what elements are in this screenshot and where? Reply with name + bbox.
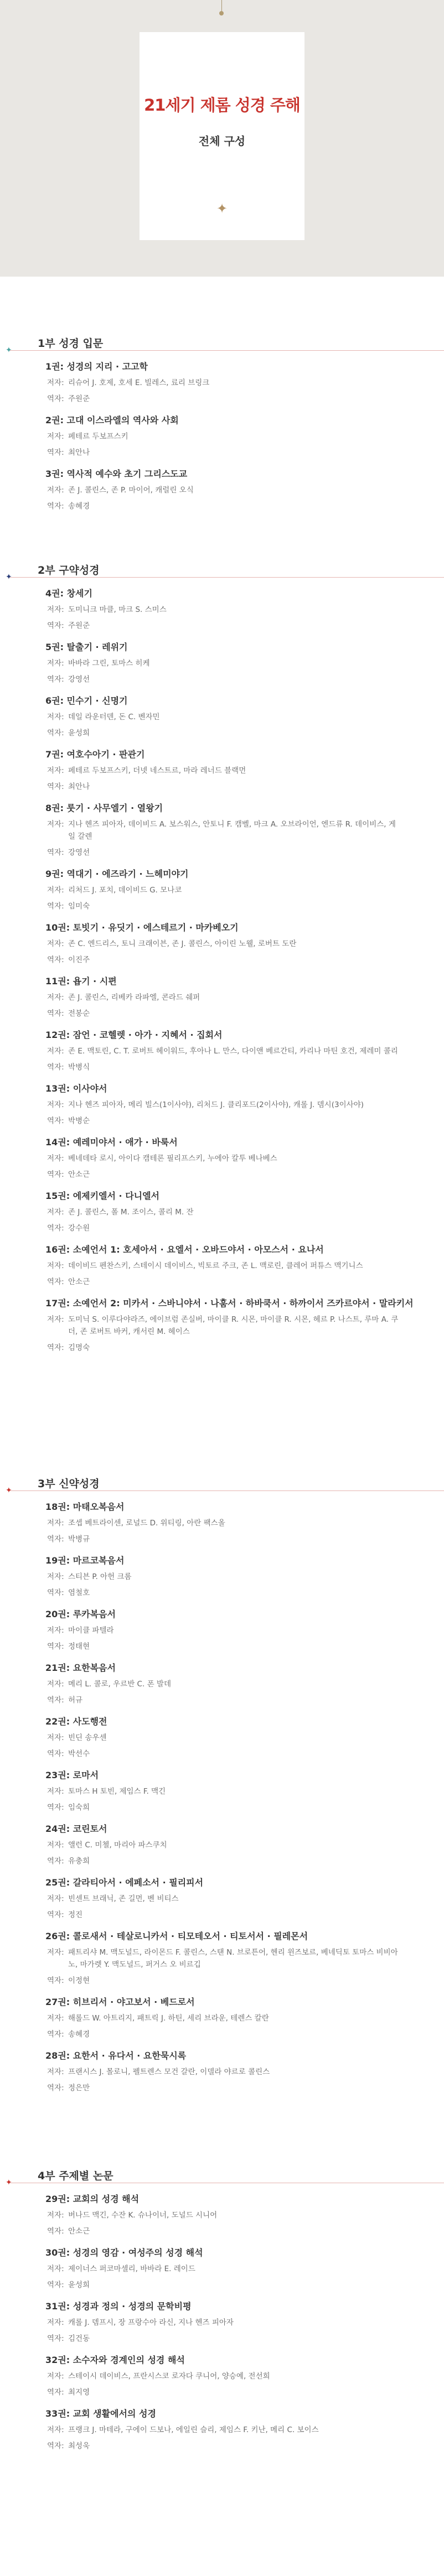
title-card: [140, 32, 304, 240]
volume-authors: [45, 1152, 444, 1165]
volume-authors: [45, 884, 444, 896]
credit-label: 역자:: [47, 2442, 64, 2450]
volume-title: 9권: 역대기 · 에즈라기 · 느헤미야기: [45, 869, 189, 879]
volume-translator: [45, 1909, 444, 1921]
hero-hanging-line: [221, 0, 222, 12]
credit-label: 역자:: [47, 1170, 64, 1179]
credit-names: 데이비드 펜찬스키, 스테이시 데이비스, 빅토르 주크, 존 L. 맥로린, 클레어 퍼튜스 맥기니스: [68, 1261, 363, 1270]
section-part4: [0, 2167, 444, 2452]
volume-title: 13권: 이사야서: [45, 1083, 107, 1094]
volume-title: 23권: 로마서: [45, 1770, 99, 1780]
credit-label: 저자:: [47, 2318, 64, 2327]
credit-label: 저자:: [47, 1100, 64, 1109]
volume-authors: [45, 1206, 444, 1218]
volume-authors: [45, 1571, 444, 1583]
section-header: [0, 1474, 444, 1495]
credit-label: 역자:: [47, 1009, 64, 1018]
volume-title: 29권: 교회의 성경 해석: [45, 2194, 140, 2204]
volume-title: 2권: 고대 이스라엘의 역사와 사회: [45, 415, 179, 425]
page-subtitle: 전체 구성: [198, 134, 246, 148]
credit-label: 역자:: [47, 1696, 64, 1705]
credit-names: 윤성희: [68, 729, 90, 738]
volume-authors: [45, 1045, 444, 1057]
volume-authors: [45, 2424, 444, 2436]
credit-names: 메리 L. 콜로, 우르반 C. 폰 발데: [68, 1680, 171, 1689]
credit-names: 허규: [68, 1696, 83, 1705]
credit-names: 안소근: [68, 2227, 90, 2236]
credit-label: 역자:: [47, 1976, 64, 1985]
credit-label: 저자:: [47, 1208, 64, 1217]
volume-translator: [45, 1061, 444, 1073]
credit-label: 저자:: [47, 659, 64, 668]
credit-names: 빈딘 송우센: [68, 1733, 107, 1742]
section-label: 3부 신약성경: [38, 1478, 100, 1490]
volume-authors: [45, 377, 444, 389]
credit-label: 저자:: [47, 886, 64, 895]
credit-names: 박병규: [68, 1535, 90, 1544]
credit-label: 저자:: [47, 1787, 64, 1796]
credit-label: 역자:: [47, 675, 64, 684]
credit-names: 안소근: [68, 1170, 90, 1179]
volume-list: [0, 2193, 444, 2452]
volume-title: 4권: 창세기: [45, 588, 92, 599]
credit-names: 조셉 베트라이센, 로널드 D. 위티링, 아란 팩스올: [68, 1519, 225, 1528]
credit-names: 윤성희: [68, 2281, 90, 2289]
credit-names: 데일 라운터덴, 돈 C. 벤자민: [68, 713, 160, 721]
credit-names: 프랜시스 J. 몰로니, 펠트렌스 모건 갈란, 이델라 야르로 콜린스: [68, 2068, 270, 2076]
credit-label: 저자:: [47, 2372, 64, 2381]
volume-authors: [45, 2012, 444, 2024]
credit-label: 저자:: [47, 1519, 64, 1528]
credit-label: 저자:: [47, 1154, 64, 1163]
credit-label: 역자:: [47, 1857, 64, 1866]
volume-title: 27권: 히브리서 · 야고보서 · 베드로서: [45, 1997, 195, 2007]
credit-names: 존 E. 맥토린, C. T. 로버트 헤이워드, 후아나 L. 만스, 다이앤 베르간티, 카리나 마틴 호건, 제레미 콜리: [68, 1047, 398, 1056]
credit-names: 주원준: [68, 394, 90, 403]
credit-label: 역자:: [47, 2281, 64, 2289]
volume-title: 17권: 소예언서 2: 미카서 · 스바니야서 · 나훔서 · 하바쿡서 · 하까이서 즈카르야서 · 말라키서: [45, 1298, 414, 1308]
volume-title: 14권: 예레미야서 · 애가 · 바룩서: [45, 1137, 178, 1147]
credit-names: 패트리샤 M. 맥도널드, 라이몬드 F. 콜린스, 스탠 N. 브로튼어, 헨리 윈즈보르, 베네딕토 토마스 비비아노, 마가렛 Y. 맥도널드, 퍼거스 오 비르깁: [68, 1948, 398, 1969]
volume-list: [0, 1501, 444, 2094]
volume-translator: [45, 900, 444, 912]
volume-translator: [45, 620, 444, 632]
credit-names: 리처드 J. 포치, 데이비드 G. 모나코: [68, 886, 182, 895]
credit-label: 저자:: [47, 820, 64, 829]
credit-label: 저자:: [47, 1948, 64, 1957]
credit-label: 저자:: [47, 2211, 64, 2220]
credit-label: 저자:: [47, 1047, 64, 1056]
volume-authors: [45, 1260, 444, 1272]
volume-title: 20권: 루카복음서: [45, 1609, 116, 1619]
credit-names: 프랭크 J. 마테라, 구에이 드보나, 에일린 슬리, 제임스 F. 키난, 메리 C. 보이스: [68, 2426, 319, 2434]
credit-names: 강영선: [68, 675, 90, 684]
credit-names: 정진: [68, 1910, 83, 1919]
volume-authors: [45, 938, 444, 950]
credit-label: 저자:: [47, 432, 64, 441]
diamond-marker-icon: ✦: [6, 2178, 12, 2187]
section-part1: [0, 334, 444, 512]
credit-names: 주원준: [68, 621, 90, 630]
volume-translator: [45, 1342, 444, 1354]
credit-names: 안소근: [68, 1277, 90, 1286]
volume-translator: [45, 1115, 444, 1127]
credit-names: 존 J. 콜린스, 존 P. 마이어, 캐럴린 오식: [68, 486, 194, 495]
diamond-marker-icon: ✦: [6, 346, 12, 355]
credit-names: 송혜경: [68, 502, 90, 511]
credit-names: 최안나: [68, 448, 90, 457]
volume-title: 10권: 토빗기 · 유딧기 · 에스테르기 · 마카베오기: [45, 922, 239, 933]
credit-label: 저자:: [47, 1572, 64, 1581]
credit-label: 역자:: [47, 955, 64, 964]
volume-title: 28권: 요한서 · 유다서 · 요한묵시록: [45, 2050, 187, 2061]
volume-title: 22권: 사도행전: [45, 1716, 107, 1727]
volume-translator: [45, 1801, 444, 1814]
credit-names: 유충희: [68, 1857, 90, 1866]
volume-translator: [45, 1748, 444, 1760]
credit-label: 저자:: [47, 1261, 64, 1270]
volume-title: 24권: 코린토서: [45, 1824, 107, 1834]
volume-title: 33권: 교회 생활에서의 성경: [45, 2408, 156, 2419]
credit-names: 앨런 C. 미첼, 마리아 파스쿠치: [68, 1841, 167, 1850]
section-header: [0, 2167, 444, 2187]
credit-label: 역자:: [47, 1910, 64, 1919]
volume-title: 5권: 탈출기 · 레위기: [45, 642, 128, 652]
credit-names: 토마스 H 토빈, 제임스 F. 맥긴: [68, 1787, 166, 1796]
credit-label: 역자:: [47, 2084, 64, 2092]
volume-title: 16권: 소예언서 1: 호세아서 · 요엘서 · 오바드야서 · 아모스서 · 요나서: [45, 1244, 324, 1255]
credit-label: 역자:: [47, 1803, 64, 1812]
credit-names: 리슈어 J. 호제, 호세 E. 빌레스, 료리 브링크: [68, 378, 210, 387]
volume-authors: [45, 765, 444, 777]
credit-names: 스테이시 데이비스, 프란시스코 로자다 쿠니어, 양승예, 전선희: [68, 2372, 270, 2381]
credit-names: 전봉순: [68, 1009, 90, 1018]
credit-names: 김명숙: [68, 1343, 90, 1352]
volume-title: 11권: 욥기 · 시편: [45, 976, 117, 986]
volume-translator: [45, 1855, 444, 1867]
volume-translator: [45, 781, 444, 793]
credit-names: 정태현: [68, 1642, 90, 1651]
volume-title: 18권: 마태오복음서: [45, 1502, 125, 1512]
volume-title: 12권: 잠언 · 코헬렛 · 아가 · 지혜서 · 집회서: [45, 1030, 223, 1040]
credit-label: 역자:: [47, 2334, 64, 2343]
volume-authors: [45, 711, 444, 723]
volume-translator: [45, 500, 444, 512]
volume-authors: [45, 1099, 444, 1111]
credit-names: 최성욱: [68, 2442, 90, 2450]
volume-translator: [45, 1694, 444, 1706]
credit-names: 박병순: [68, 1116, 90, 1125]
section-header: [0, 334, 444, 355]
volume-authors: [45, 1785, 444, 1798]
credit-label: 저자:: [47, 766, 64, 775]
section-header: [0, 561, 444, 581]
volume-translator: [45, 1640, 444, 1653]
volume-title: 32권: 소수자와 경계인의 성경 해석: [45, 2355, 185, 2365]
credit-names: 염철호: [68, 1588, 90, 1597]
volume-title: 26권: 콜로새서 · 테살로니카서 · 티모테오서 · 티토서서 · 필레몬서: [45, 1931, 308, 1941]
volume-title: 19권: 마르코복음서: [45, 1555, 125, 1566]
section-part2: [0, 561, 444, 1354]
credit-label: 저자:: [47, 1841, 64, 1850]
credit-label: 저자:: [47, 1315, 64, 1324]
hero-ornament-dot: [219, 11, 224, 15]
credit-names: 페테르 두보프스키: [68, 432, 128, 441]
volume-translator: [45, 727, 444, 739]
credit-label: 저자:: [47, 486, 64, 495]
page-title: 21세기 제롬 성경 주해: [144, 96, 300, 115]
volume-authors: [45, 2066, 444, 2078]
volume-authors: [45, 1946, 444, 1971]
credit-names: 빈센트 브래닉, 존 길먼, 벤 비티스: [68, 1894, 179, 1903]
credit-label: 역자:: [47, 394, 64, 403]
section-rule: [9, 1490, 444, 1491]
credit-label: 역자:: [47, 448, 64, 457]
credit-names: 도미니크 마클, 마크 S. 스미스: [68, 605, 167, 614]
credit-label: 역자:: [47, 1642, 64, 1651]
volume-authors: [45, 2317, 444, 2329]
credit-label: 저자:: [47, 939, 64, 948]
volume-translator: [45, 2279, 444, 2291]
volume-title: 8권: 룻기 · 사무엘기 · 열왕기: [45, 803, 163, 813]
volume-translator: [45, 1222, 444, 1234]
diamond-marker-icon: ✦: [6, 573, 12, 581]
volume-translator: [45, 1533, 444, 1545]
credit-names: 바바라 그린, 토마스 히케: [68, 659, 150, 668]
credit-label: 역자:: [47, 782, 64, 791]
credit-names: 최지영: [68, 2388, 90, 2397]
credit-names: 송혜경: [68, 2030, 90, 2039]
volume-translator: [45, 1276, 444, 1288]
credit-label: 역자:: [47, 1535, 64, 1544]
section-part3: [0, 1474, 444, 2094]
volume-title: 6권: 민수기 · 신명기: [45, 695, 128, 706]
section-label: 1부 성경 입문: [38, 337, 104, 350]
credit-names: 캐롤 J. 뎀프시, 장 프랑수아 라신, 지나 헨즈 피아자: [68, 2318, 234, 2327]
sparkle-ornament-icon: ✦: [216, 201, 228, 216]
volume-translator: [45, 846, 444, 859]
credit-names: 베네데타 로시, 아이다 캠테론 필리프스키, 누에아 칼투 베나베스: [68, 1154, 277, 1163]
credit-names: 박선수: [68, 1749, 90, 1758]
credit-names: 박병식: [68, 1063, 90, 1072]
volume-authors: [45, 1732, 444, 1744]
credit-names: 임숙희: [68, 1803, 90, 1812]
credit-label: 저자:: [47, 713, 64, 721]
credit-label: 역자:: [47, 1116, 64, 1125]
volume-translator: [45, 2082, 444, 2094]
credit-names: 존 J. 콜린스, 폴 M. 조이스, 콜리 M. 잔: [68, 1208, 194, 1217]
volume-authors: [45, 991, 444, 1004]
credit-label: 저자:: [47, 378, 64, 387]
volume-title: 3권: 역사적 예수와 초기 그리스도교: [45, 469, 188, 479]
section-label: 4부 주제별 논문: [38, 2170, 113, 2182]
credit-label: 역자:: [47, 621, 64, 630]
volume-authors: [45, 1517, 444, 1529]
credit-label: 역자:: [47, 502, 64, 511]
volume-translator: [45, 393, 444, 405]
credit-label: 저자:: [47, 2265, 64, 2273]
credit-label: 역자:: [47, 1749, 64, 1758]
credit-label: 역자:: [47, 2227, 64, 2236]
volume-authors: [45, 1839, 444, 1851]
volume-authors: [45, 2370, 444, 2382]
credit-names: 강영선: [68, 848, 90, 857]
credit-label: 역자:: [47, 848, 64, 857]
credit-label: 저자:: [47, 605, 64, 614]
credit-names: 김건동: [68, 2334, 90, 2343]
credit-label: 저자:: [47, 1680, 64, 1689]
credit-label: 역자:: [47, 1343, 64, 1352]
volume-translator: [45, 1587, 444, 1599]
credit-label: 저자:: [47, 1626, 64, 1635]
diamond-marker-icon: ✦: [6, 1486, 12, 1495]
volume-authors: [45, 1893, 444, 1905]
credit-names: 도미닉 S. 이루다야라즈, 에이브럼 존실버, 마이클 R. 시몬, 마이클 R. 시몬, 헤르 P. 나스트, 루마 A. 쿠더, 존 로버트 바커, 캐서린 M. 헤이스: [68, 1315, 399, 1336]
volume-authors: [45, 657, 444, 669]
volume-translator: [45, 2225, 444, 2237]
volume-authors: [45, 818, 444, 843]
credit-names: 지나 헨즈 피아자, 메리 빌스(1이사야), 리처드 J. 클리포드(2이사야), 캐롤 J. 뎀시(3이사야): [68, 1100, 364, 1109]
volume-translator: [45, 673, 444, 685]
volume-title: 25권: 갈라티아서 · 에페소서 · 필리피서: [45, 1877, 204, 1888]
volume-title: 31권: 성경과 정의 · 성경의 문학비평: [45, 2301, 192, 2312]
volume-authors: [45, 430, 444, 443]
credit-label: 역자:: [47, 902, 64, 911]
volume-title: 15권: 에제키엘서 · 다니엘서: [45, 1191, 160, 1201]
credit-names: 지나 헨즈 피아자, 데이비드 A. 보스워스, 안토니 F. 캠벨, 마크 A. 오브라이언, 엔드류 R. 데이비스, 게일 갈렌: [68, 820, 396, 841]
volume-list: [0, 588, 444, 1354]
volume-authors: [45, 604, 444, 616]
volume-authors: [45, 2209, 444, 2221]
volume-title: 21권: 요한복음서: [45, 1663, 116, 1673]
credit-label: 저자:: [47, 2426, 64, 2434]
credit-names: 제이너스 퍼코마셀리, 바바라 E. 레이드: [68, 2265, 195, 2273]
credit-label: 저자:: [47, 2014, 64, 2023]
volume-authors: [45, 484, 444, 496]
credit-label: 역자:: [47, 2388, 64, 2397]
credit-names: 임미숙: [68, 902, 90, 911]
volume-translator: [45, 1007, 444, 1020]
credit-names: 해롤드 W. 아트리지, 패트릭 J. 하틴, 세리 브라운, 테렌스 칼란: [68, 2014, 269, 2023]
section-label: 2부 구약성경: [38, 564, 100, 577]
credit-names: 페테르 두보프스키, 더넷 네스트르, 마라 레너드 블랙먼: [68, 766, 246, 775]
volume-title: 30권: 성경의 영감 · 여성주의 성경 해석: [45, 2247, 203, 2258]
volume-authors: [45, 1678, 444, 1690]
credit-names: 강수원: [68, 1224, 90, 1233]
volume-translator: [45, 1168, 444, 1181]
credit-label: 저자:: [47, 2068, 64, 2076]
volume-translator: [45, 2440, 444, 2452]
volume-translator: [45, 2386, 444, 2398]
volume-translator: [45, 2333, 444, 2345]
credit-label: 역자:: [47, 1224, 64, 1233]
credit-names: 존 C. 엔드리스, 토니 크래이븐, 존 J. 콜린스, 아이린 노웰, 로버트 도란: [68, 939, 297, 948]
credit-names: 버나드 맥긴, 수잔 K. 슈나이너, 도널드 시니어: [68, 2211, 218, 2220]
section-rule: [9, 577, 444, 578]
credit-label: 저자:: [47, 993, 64, 1002]
credit-names: 존 J. 콜린스, 리베카 라파엘, 콘라드 쉐퍼: [68, 993, 200, 1002]
credit-label: 역자:: [47, 1063, 64, 1072]
hero-banner: [0, 0, 444, 277]
credit-names: 정은만: [68, 2084, 90, 2092]
credit-names: 이진주: [68, 955, 90, 964]
volume-authors: [45, 1313, 444, 1338]
volume-authors: [45, 1624, 444, 1637]
volume-title: 7권: 여호수아기 · 판관기: [45, 749, 145, 760]
credit-label: 역자:: [47, 2030, 64, 2039]
credit-names: 마이클 파텔라: [68, 1626, 114, 1635]
volume-translator: [45, 2028, 444, 2040]
credit-label: 역자:: [47, 729, 64, 738]
section-rule: [9, 350, 444, 351]
volume-list: [0, 361, 444, 512]
volume-translator: [45, 954, 444, 966]
credit-label: 역자:: [47, 1588, 64, 1597]
credit-label: 저자:: [47, 1733, 64, 1742]
volume-title: 1권: 성경의 지리 · 고고학: [45, 361, 148, 372]
credit-label: 역자:: [47, 1277, 64, 1286]
credit-names: 최안나: [68, 782, 90, 791]
volume-translator: [45, 446, 444, 459]
volume-authors: [45, 2263, 444, 2275]
credit-names: 스티븐 P. 아헌 크롬: [68, 1572, 132, 1581]
credit-names: 이정현: [68, 1976, 90, 1985]
volume-translator: [45, 1975, 444, 1987]
credit-label: 저자:: [47, 1894, 64, 1903]
